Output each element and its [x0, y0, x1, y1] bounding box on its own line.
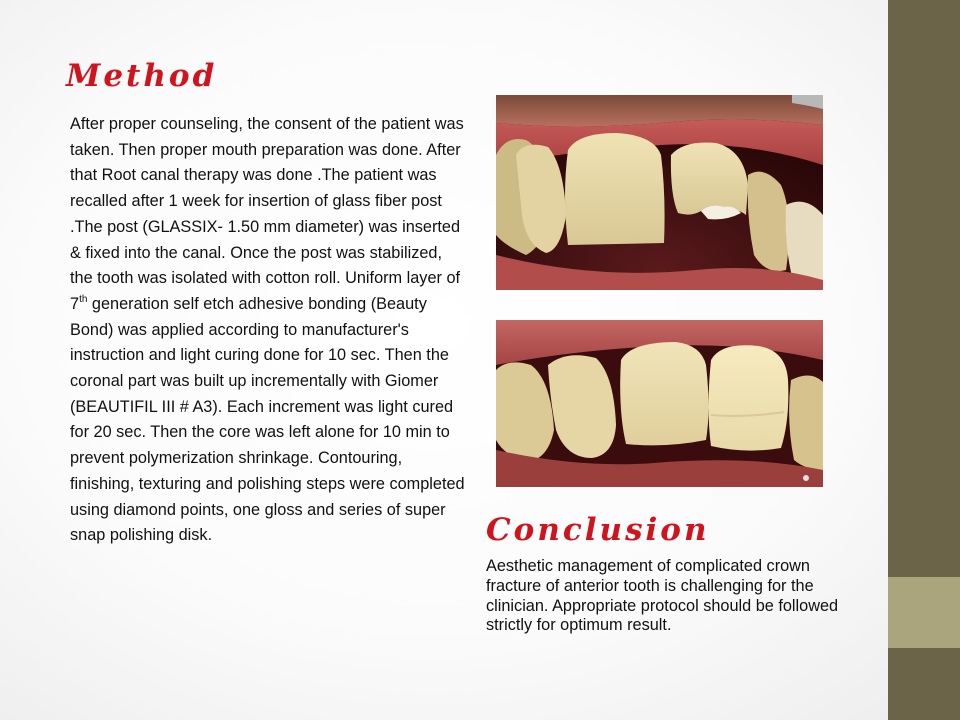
method-text-part-1: After proper counseling, the consent of the patient was taken. Then proper mouth preparation was done. After that Root canal therapy was done .The patient was recalled after 1 week for insertion of glass fiber post .The post (GLASSIX- 1.50 mm diameter) was inserted & fixed into the canal. Once the post was stabilized, the tooth was isolated with cotton roll. Uniform layer of 7: [70, 115, 464, 313]
conclusion-title: Conclusion: [486, 512, 710, 548]
photo-fractured-tooth: [496, 95, 823, 290]
ordinal-superscript: th: [79, 293, 88, 305]
method-text: [70, 112, 466, 549]
side-bar-accent: [888, 577, 960, 648]
conclusion-text: Aesthetic management of complicated crown fracture of anterior tooth is challenging for the clinician. Appropriate protocol should be followed strictly for optimum result.: [486, 557, 839, 635]
photo-fractured-tooth-graphic: [496, 95, 823, 290]
photo-restored-tooth-graphic: [496, 320, 823, 487]
side-bar-bottom: [888, 648, 960, 720]
photo-restored-tooth: [496, 320, 823, 487]
side-bar-top: [888, 0, 960, 577]
method-text-part-2: generation self etch adhesive bonding (Beauty Bond) was applied according to manufacturer's instruction and light curing done for 10 sec. Then the coronal part was built up incrementally with Giomer (BEAUTIFIL III # A3). Each increment was light cured for 20 sec. Then the core was left alone for 10 min to prevent polymerization shrinkage. Contouring, finishing, texturing and polishing steps were completed using diamond points, one gloss and series of super snap polishing disk.: [70, 294, 465, 545]
method-title: Method: [66, 58, 218, 94]
